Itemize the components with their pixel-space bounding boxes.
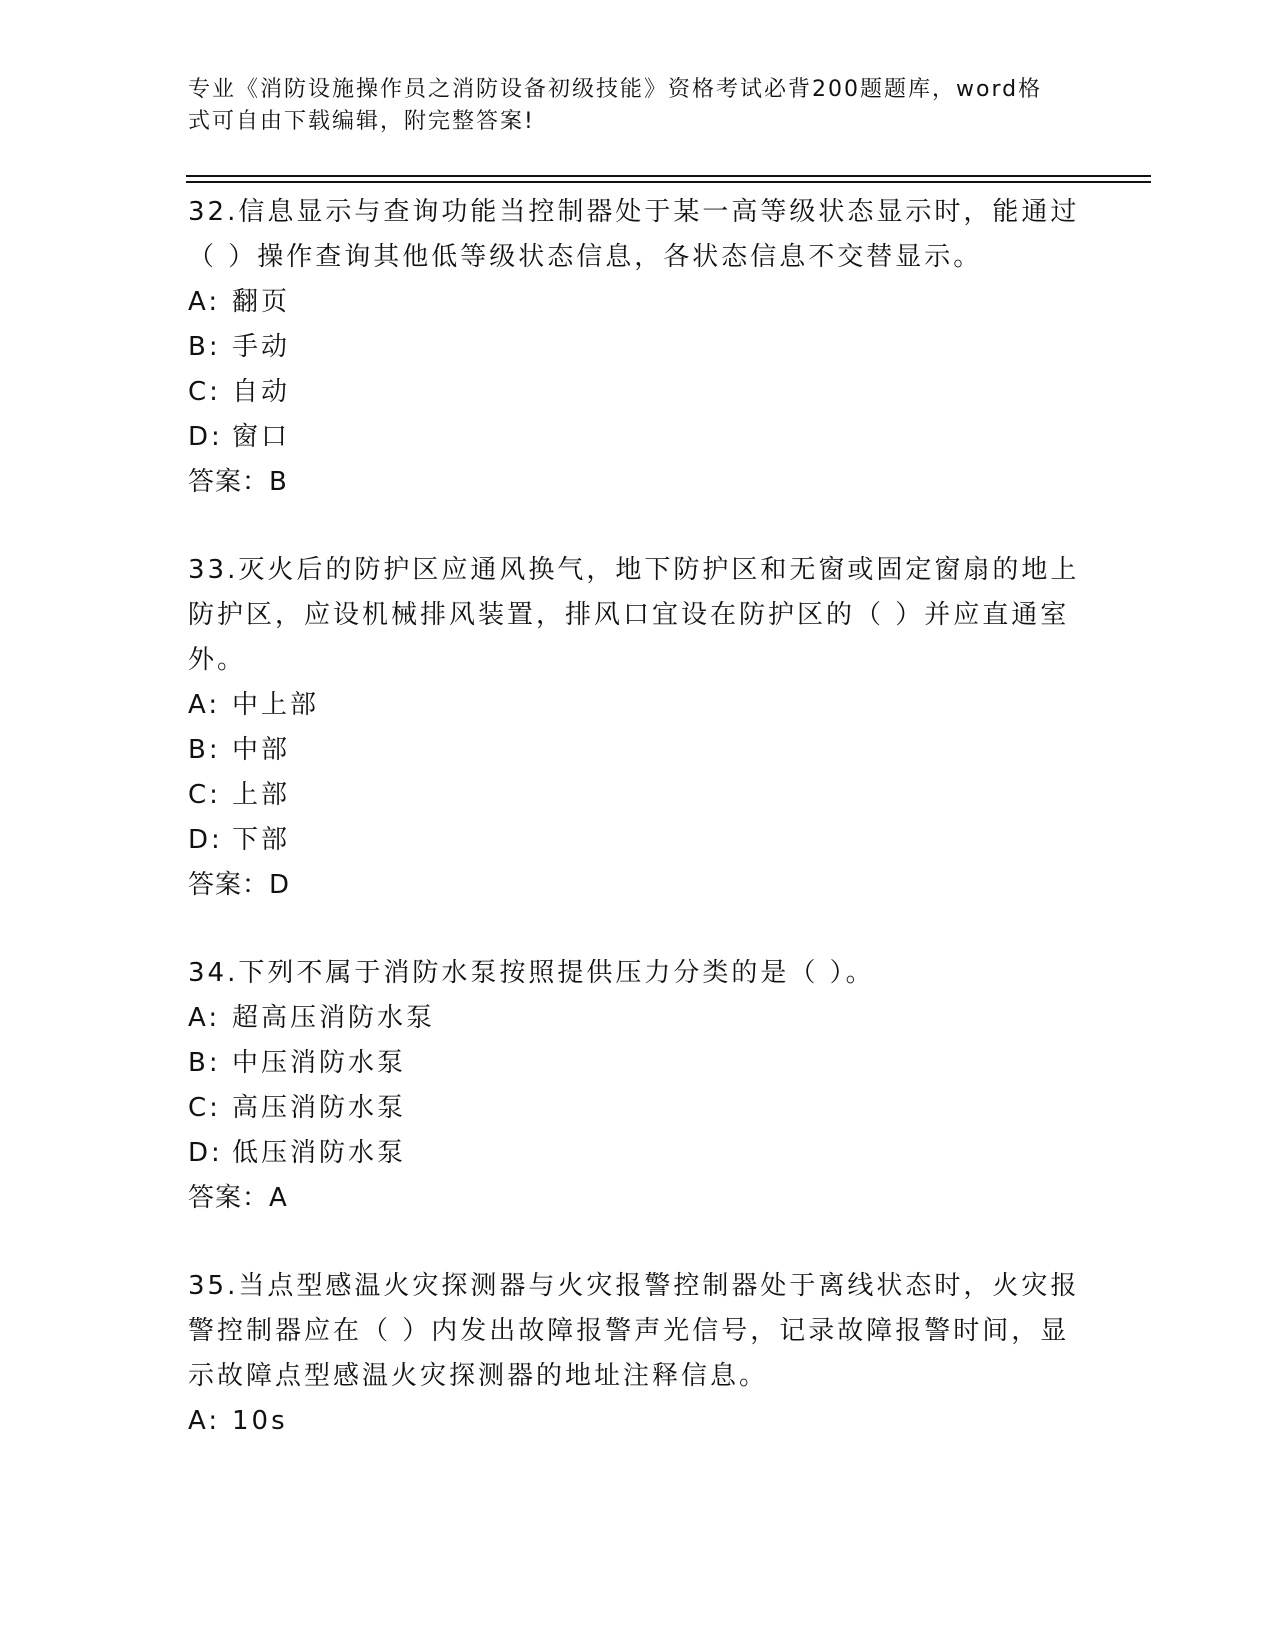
option-text: 自动 [232, 377, 291, 407]
option-key: A: [188, 1406, 221, 1436]
option-key: B: [188, 1048, 221, 1078]
question-35 [188, 1264, 1088, 1444]
document-header [188, 74, 1068, 138]
option-key: C: [188, 377, 221, 407]
option-a [188, 996, 1088, 1041]
option-c [188, 1086, 1088, 1131]
option-key: D: [188, 825, 223, 855]
answer: 答案：A [188, 1183, 288, 1213]
option-a [188, 280, 1088, 325]
option-d [188, 1131, 1088, 1176]
option-text: 翻页 [232, 287, 291, 317]
option-key: C: [188, 780, 221, 810]
question-34 [188, 951, 1088, 1221]
option-c [188, 370, 1088, 415]
answer: 答案：B [188, 467, 288, 497]
answer: 答案：D [188, 870, 291, 900]
option-text: 手动 [232, 332, 291, 362]
question-33 [188, 548, 1088, 908]
option-text: 中上部 [232, 690, 320, 720]
option-text: 窗口 [232, 422, 291, 452]
option-d [188, 818, 1088, 863]
header-line-2: 式可自由下载编辑，附完整答案! [188, 109, 535, 134]
option-key: A: [188, 1003, 221, 1033]
option-a [188, 683, 1088, 728]
question-32 [188, 190, 1088, 505]
question-stem: 35.当点型感温火灾探测器与火灾报警控制器处于离线状态时，火灾报警控制器应在（ ）内发出故障报警声光信号，记录故障报警时间，显示故障点型感温火灾探测器的地址注释信息。 [188, 1271, 1080, 1391]
option-text: 10s [232, 1406, 288, 1436]
option-d [188, 415, 1088, 460]
option-text: 下部 [232, 825, 291, 855]
option-a [188, 1399, 1088, 1444]
option-c [188, 773, 1088, 818]
option-b [188, 1041, 1088, 1086]
question-stem: 34.下列不属于消防水泵按照提供压力分类的是（ ）。 [188, 958, 875, 988]
header-divider-top [186, 175, 1151, 177]
option-key: D: [188, 1138, 223, 1168]
option-text: 中压消防水泵 [232, 1048, 407, 1078]
option-key: B: [188, 332, 221, 362]
question-stem: 32.信息显示与查询功能当控制器处于某一高等级状态显示时，能通过（ ）操作查询其他低等级状态信息，各状态信息不交替显示。 [188, 197, 1080, 272]
question-list [188, 190, 1088, 1487]
question-stem: 33.灭火后的防护区应通风换气，地下防护区和无窗或固定窗扇的地上防护区，应设机械排风装置，排风口宜设在防护区的（ ）并应直通室外。 [188, 555, 1080, 675]
option-b [188, 325, 1088, 370]
header-divider-bottom [186, 181, 1151, 183]
header-line-1: 专业《消防设施操作员之消防设备初级技能》资格考试必背200题题库，word格 [188, 77, 1043, 102]
option-key: A: [188, 690, 221, 720]
option-text: 上部 [232, 780, 291, 810]
option-text: 中部 [232, 735, 291, 765]
option-text: 高压消防水泵 [232, 1093, 407, 1123]
option-key: D: [188, 422, 223, 452]
option-key: C: [188, 1093, 221, 1123]
option-text: 低压消防水泵 [232, 1138, 407, 1168]
option-b [188, 728, 1088, 773]
option-key: B: [188, 735, 221, 765]
option-text: 超高压消防水泵 [232, 1003, 436, 1033]
option-key: A: [188, 287, 221, 317]
